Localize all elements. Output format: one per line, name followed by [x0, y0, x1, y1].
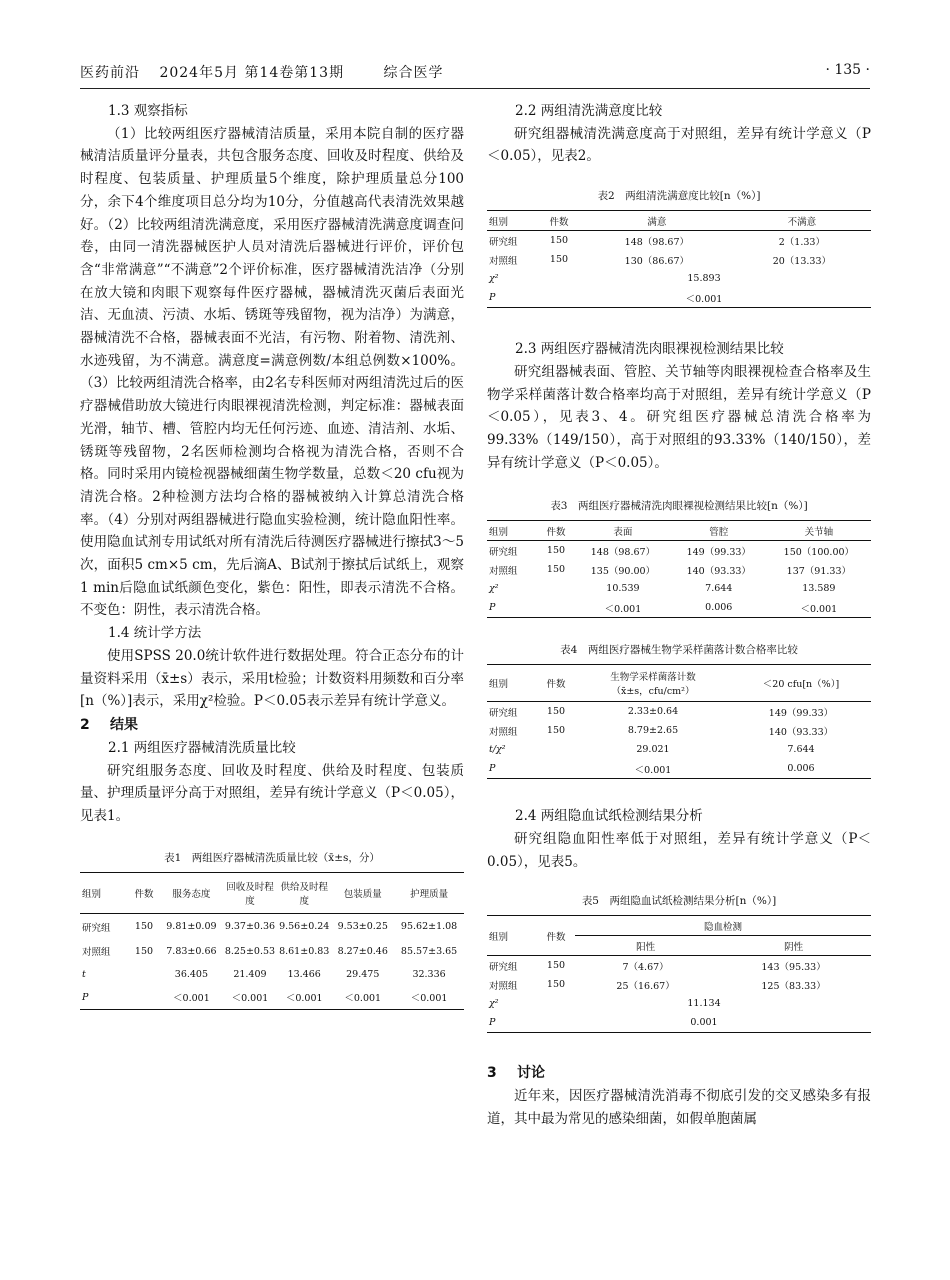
journal-name: 医药前沿 [80, 65, 140, 81]
table-cell [128, 986, 160, 1010]
table-row [487, 1013, 871, 1033]
table-header-cell: 表面 [575, 521, 671, 541]
table-cell: 150 [134, 921, 154, 933]
table-cell: 0.001 [690, 1017, 718, 1029]
table-cell: 8.27±0.46 [337, 945, 388, 957]
table-cell: χ² [489, 583, 499, 595]
table-cell: 8.25±0.53 [224, 945, 276, 957]
table-cell: 21.409 [233, 968, 267, 980]
table-cell: ＜0.001 [410, 993, 448, 1005]
table-cell: 9.56±0.24 [279, 921, 330, 933]
table-header-cell: 包装质量 [331, 872, 394, 913]
table-5-caption: 表5 两组隐血试纸检测结果分析[n（%）] [581, 895, 777, 908]
table-1 [80, 872, 464, 1010]
table-cell: 150 [549, 235, 569, 247]
section-2-4-title: 2.4 两组隐血试纸检测结果分析 [515, 808, 703, 825]
table-cell: 15.893 [687, 273, 721, 285]
table-cell: P [82, 991, 89, 1003]
table-header-cell: 组别 [487, 521, 537, 541]
table-row [80, 913, 464, 940]
section-1-3-body: （1）比较两组医疗器械清洁质量，采用本院自制的医疗器械清洁质量评分量表，共包含服务态度、回收及时程度、供给及时程度、包装质量、护理质量5个维度，除护理质量总分100分，余下4个维度项目总分均为10分，分值越高代表清洗效果越好。（2）比较两组清洗满意度，采用医疗器械清洗满意度调查问卷，由同一清洗器械医护人员对清洗后器械进行评价，评价包含“非常满意”“不满意”2个评价标准，医疗器械清洗洁净（分别在放大镜和肉眼下观察每件医疗器械，器械清洗灭菌后表面光洁、无血渍、污渍、水垢、锈斑等残留物，视为洁净）为满意，器械清洗不合格，器械表面不光洁，有污物、附着物、清洗剂、水迹残留，为不满意。满意度=满意例数/本组总例数×100%。（3）比较两组清洗合格率，由2名专科医师对两组清洗过后的医疗器械借助放大镜进行肉眼裸视清洗检测，判定标准：器械表面光滑，轴节、槽、管腔内均无任何污迹、血迹、清洁剂、水垢、锈斑等残留物，2名医师检测均合格视为清洗合格，否则不合格。同时采用内镜检视器械细菌生物学数量，总数＜20 cfu视为清洗合格。2种检测方法均合格的器械被纳入计算总清洗合格率。（4）分别对两组器械进行隐血实验检测，统计隐血阳性率。使用隐血试剂专用试纸对所有清洗后待测医疗器械进行擦拭3～5次，面积5 cm×5 cm，先后滴A、B试剂于擦拭后试纸上，观察1 min后隐血试纸颜色变化，紫色：阳性，即表示清洗不合格。不变色：阴性，表示清洗合格。 [80, 125, 464, 619]
table-row [487, 250, 871, 269]
table-cell: ＜0.001 [685, 293, 723, 305]
table-cell: 20（13.33） [772, 255, 831, 267]
page-number: · 135 · [825, 62, 870, 78]
section-2-2-title: 2.2 两组清洗满意度比较 [515, 103, 663, 119]
table-cell: 29.021 [636, 744, 670, 756]
table-header-cell: 组别 [487, 916, 537, 956]
table-header-cell: 阴性 [716, 936, 871, 956]
table-cell: 135（90.00） [590, 565, 656, 577]
table-cell: 7（4.67） [622, 961, 669, 973]
issue-info: 2024年5月 第14卷第13期 [159, 65, 345, 81]
section-3-heading [487, 1061, 871, 1085]
colony-header-line-1: 生物学采样菌落计数 [610, 672, 696, 684]
table-cell: 25（16.67） [616, 980, 675, 992]
table-3 [487, 520, 871, 618]
table-cell: 150 [546, 725, 566, 737]
table-cell: 9.81±0.09 [166, 921, 217, 933]
table-header-cell: 护理质量 [394, 872, 464, 913]
table-cell: 8.79±2.65 [627, 725, 679, 737]
table-cell: χ² [489, 998, 499, 1010]
table-cell: 150 [546, 564, 566, 576]
table-header-cell: 不满意 [733, 211, 871, 231]
table-row [487, 956, 871, 976]
table-cell: 36.405 [174, 968, 209, 980]
table-cell: 13.466 [287, 968, 321, 980]
section-2-3-title: 2.3 两组医疗器械清洗肉眼裸视检测结果比较 [515, 341, 784, 358]
table-cell: 149（99.33） [768, 707, 834, 719]
table-cell: P [489, 1017, 496, 1029]
table-cell: 7.83±0.66 [166, 945, 217, 957]
table-cell: ＜0.001 [634, 764, 672, 776]
table-row [487, 269, 871, 288]
table-header-cell: 关节轴 [767, 521, 871, 541]
table-3-caption: 表3 两组医疗器械清洗肉眼裸视检测结果比较[n（%）] [550, 500, 808, 513]
table-cell: 13.589 [802, 583, 836, 595]
table-header-cell: 件数 [537, 665, 575, 702]
table-cell: 150 [546, 960, 566, 972]
table-row [487, 702, 871, 722]
table-header-cell: 件数 [537, 916, 575, 956]
table-row [487, 994, 871, 1013]
table-cell: 对照组 [489, 565, 518, 577]
table-cell: 29.475 [346, 968, 380, 980]
header-rule [80, 88, 870, 89]
section-3-number: 3 [487, 1065, 497, 1082]
table-header-cell: 隐血检测 [575, 916, 871, 936]
table-cell: ＜0.001 [604, 603, 642, 615]
table-cell: 研究组 [489, 546, 518, 558]
table-cell: 130（86.67） [624, 255, 690, 267]
right-column [487, 100, 871, 1131]
table-row [487, 721, 871, 740]
table-cell: 150 [134, 945, 154, 957]
table-cell: ＜0.001 [344, 993, 382, 1005]
table-header-cell: 阳性 [575, 936, 716, 956]
table-5 [487, 915, 871, 1033]
table-cell: 150 [549, 254, 569, 266]
table-header-cell: 件数 [128, 872, 160, 913]
table-cell: 125（83.33） [761, 980, 826, 992]
table-1-caption: 表1 两组医疗器械清洗质量比较（x̄±s，分） [164, 851, 380, 864]
table-2 [487, 210, 871, 308]
table-cell: 32.336 [412, 968, 446, 980]
section-2-number: 2 [80, 716, 90, 733]
table-cell: 9.37±0.36 [224, 921, 276, 933]
table-cell [537, 759, 575, 779]
section-name: 综合医学 [383, 65, 444, 81]
table-row [487, 231, 871, 251]
table-row [80, 940, 464, 963]
table-row [487, 288, 871, 308]
table-cell: 10.539 [606, 583, 640, 595]
table-row [487, 598, 871, 618]
table-cell: 148（98.67） [590, 546, 656, 558]
table-cell: 对照组 [82, 947, 111, 959]
table-header-cell: 管腔 [671, 521, 767, 541]
table-cell: 研究组 [489, 707, 518, 719]
section-2-1-title: 2.1 两组医疗器械清洗质量比较 [108, 739, 296, 756]
table-cell: 研究组 [82, 922, 111, 934]
table-cell [537, 579, 575, 598]
table-cell: t [82, 968, 86, 980]
table-cell: 8.61±0.83 [279, 945, 330, 957]
table-header-cell: 组别 [487, 211, 537, 231]
colony-header-line-2: （x̄±s，cfu/cm²） [611, 686, 695, 698]
running-header [80, 62, 870, 84]
table-cell: 对照组 [489, 726, 518, 738]
table-cell: 95.62±1.08 [400, 921, 458, 933]
table-cell: ＜0.001 [231, 993, 269, 1005]
table-cell: 0.006 [705, 602, 733, 614]
table-cell: 137（91.33） [786, 565, 852, 577]
table-cell: 11.134 [687, 998, 721, 1010]
table-cell: 149（99.33） [686, 546, 751, 558]
section-1-4-body: 使用SPSS 20.0统计软件进行数据处理。符合正态分布的计量资料采用（x̄±s）表示，采用t检验；计数资料用频数和百分率[n（%）]表示，采用χ²检验。P＜0.05表示差异有统计学意义。 [80, 647, 464, 710]
table-cell: χ² [489, 273, 499, 285]
table-4-caption: 表4 两组医疗器械生物学采样菌落计数合格率比较 [560, 644, 798, 657]
table-cell [537, 598, 575, 618]
table-cell: P [489, 763, 496, 775]
section-3-body: 近年来，因医疗器械清洗消毒不彻底引发的交叉感染多有报道，其中最为常见的感染细菌，如假单胞菌属 [487, 1088, 871, 1128]
table-cell: 研究组 [489, 236, 518, 248]
table-header-cell: ＜20 cfu[n（%）] [731, 665, 871, 702]
table-header-cell: 回收及时程度 [223, 872, 277, 913]
table-cell: ＜0.001 [800, 603, 838, 615]
table-cell: 9.53±0.25 [337, 921, 388, 933]
table-header-cell: 满意 [581, 211, 733, 231]
table-row [487, 560, 871, 579]
table-cell: 148（98.67） [624, 236, 690, 248]
section-3-title: 讨论 [517, 1065, 545, 1082]
table-cell: 85.57±3.65 [400, 945, 458, 957]
section-2-1-body: 研究组服务态度、回收及时程度、供给及时程度、包装质量、护理质量评分高于对照组，差异有统计学意义（P＜0.05），见表1。 [80, 762, 464, 825]
table-cell: 150（100.00） [783, 546, 855, 558]
section-2-2-body: 研究组器械清洗满意度高于对照组，差异有统计学意义（P＜0.05），见表2。 [487, 125, 871, 165]
section-2-3-body: 研究组器械表面、管腔、关节轴等肉眼裸视检查合格率及生物学采样菌落计数合格率均高于对照组，差异有统计学意义（P＜0.05），见表3、4。研究组医疗器械总清洗合格率为99.33%（149/150），高于对照组的93.33%（140/150），差异有统计学意义（P＜0.05）。 [487, 363, 871, 471]
section-1-3-title: 1.3 观察指标 [108, 103, 188, 119]
section-2-heading [80, 713, 464, 737]
table-cell: 2.33±0.64 [627, 706, 679, 718]
table-row [487, 740, 871, 759]
table-cell: 140（93.33） [768, 726, 834, 738]
table-cell: 143（95.33） [761, 961, 826, 973]
table-row [487, 759, 871, 779]
table-cell [537, 740, 575, 759]
table-header-cell: 组别 [487, 665, 537, 702]
left-column [80, 100, 464, 1010]
table-cell: 2（1.33） [778, 236, 825, 248]
table-cell: 150 [546, 545, 566, 557]
table-row [80, 963, 464, 986]
section-1-4-title: 1.4 统计学方法 [108, 625, 202, 642]
section-2-4-body: 研究组隐血阳性率低于对照组，差异有统计学意义（P＜0.05），见表5。 [487, 831, 871, 870]
table-header-cell: 组别 [80, 872, 128, 913]
table-header-cell: 供给及时程度 [277, 872, 331, 913]
table-cell: 140（93.33） [686, 565, 751, 577]
table-row [487, 579, 871, 598]
table-cell: 150 [546, 706, 566, 718]
table-header-cell: 件数 [537, 211, 581, 231]
table-cell: 150 [546, 979, 566, 991]
table-row [80, 986, 464, 1010]
table-cell: 7.644 [705, 583, 733, 595]
table-header-cell [575, 665, 731, 702]
table-4 [487, 664, 871, 779]
table-cell: 0.006 [787, 763, 815, 775]
table-header-cell: 服务态度 [160, 872, 223, 913]
section-2-title: 结果 [110, 716, 138, 733]
table-header-cell: 件数 [537, 521, 575, 541]
table-cell: 对照组 [489, 255, 518, 267]
table-cell: 7.644 [787, 744, 815, 756]
table-cell: t/χ² [489, 744, 506, 756]
table-cell [128, 963, 160, 986]
table-cell: P [489, 602, 496, 614]
table-cell: ＜0.001 [173, 993, 210, 1005]
table-cell: P [489, 292, 496, 304]
table-row [487, 975, 871, 994]
table-row [487, 541, 871, 561]
table-cell: 对照组 [489, 980, 518, 992]
table-cell: ＜0.001 [285, 993, 323, 1005]
table-cell: 研究组 [489, 961, 518, 973]
table-2-caption: 表2 两组清洗满意度比较[n（%）] [597, 190, 761, 203]
